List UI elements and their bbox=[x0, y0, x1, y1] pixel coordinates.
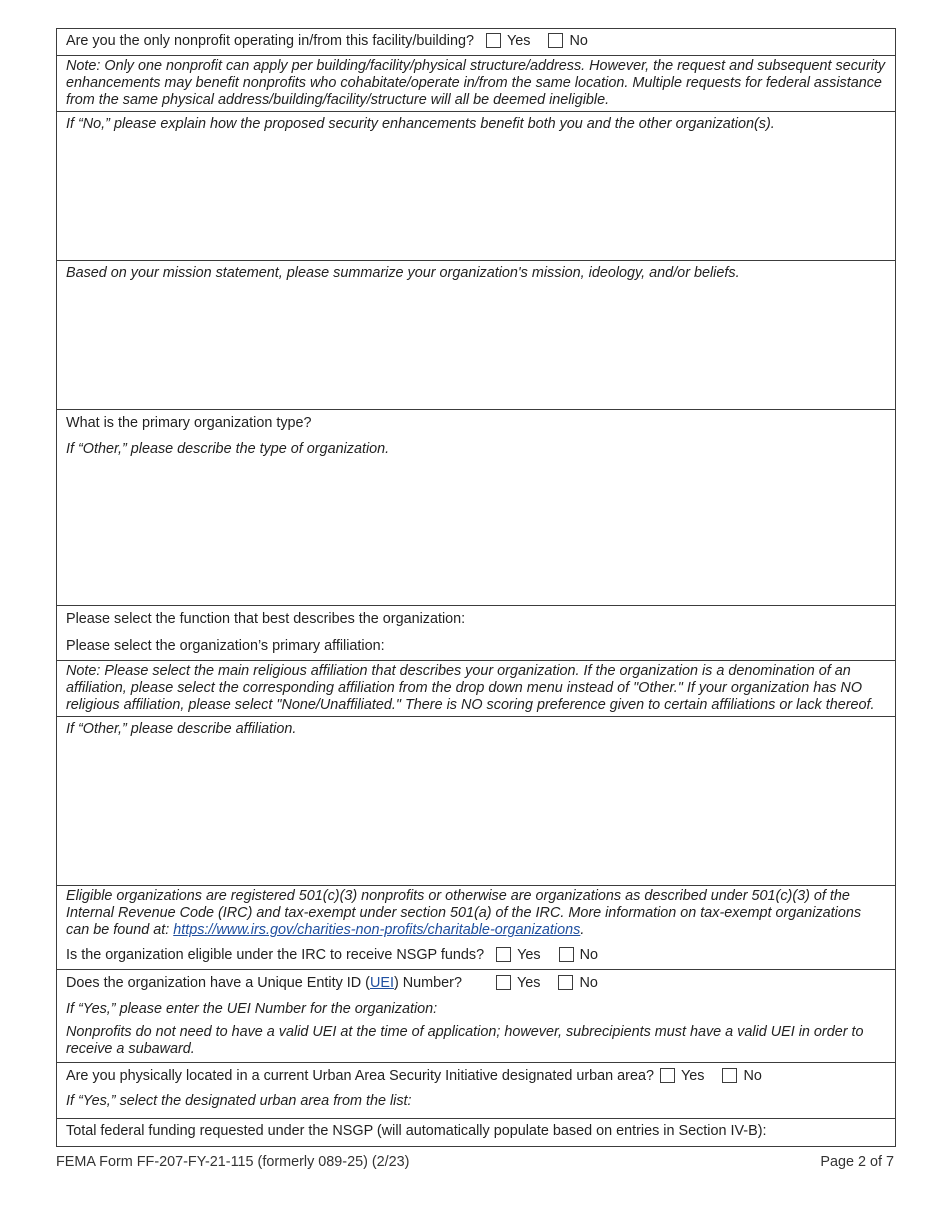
eligibility-text bbox=[66, 886, 887, 942]
uei-no-checkbox[interactable] bbox=[558, 975, 573, 990]
uasi-yes-label: Yes bbox=[680, 1068, 705, 1084]
uei-row bbox=[66, 970, 887, 998]
org-type-other-field[interactable] bbox=[66, 461, 887, 591]
irs-link[interactable]: https://www.irs.gov/charities-non-profits/charitable-organizations bbox=[173, 922, 581, 939]
affiliation-note: Note: Please select the main religious affiliation that describes your organization. If the organization is a denomination of an affiliation, please select the corresponding affiliation from the drop down menu instead of "Other." If your organization has NO religious affiliation, please select "None/Unaffiliated." There is NO scoring preference given to certain affiliations or lack thereof. bbox=[57, 661, 895, 717]
uasi-no-checkbox[interactable] bbox=[722, 1068, 737, 1083]
eligible-yes-label: Yes bbox=[517, 946, 541, 963]
only-nonprofit-yes-label: Yes bbox=[506, 33, 531, 49]
uei-yes-label: Yes bbox=[516, 975, 541, 991]
uei-question-pre: Does the organization have a Unique Entity ID ( bbox=[66, 975, 370, 991]
page-footer bbox=[56, 1154, 894, 1170]
uasi-yes-checkbox[interactable] bbox=[660, 1068, 675, 1083]
eligible-no-label: No bbox=[579, 946, 598, 963]
eligible-row bbox=[66, 942, 887, 967]
eligible-yes-checkbox[interactable] bbox=[496, 947, 511, 962]
function-question[interactable]: Please select the function that best describes the organization: bbox=[66, 611, 466, 627]
uei-note: Nonprofits do not need to have a valid UEI at the time of application; however, subrecipients must have a valid UEI in order to receive a subaward. bbox=[66, 1024, 864, 1058]
affiliation-other-label: If “Other,” please describe affiliation. bbox=[66, 721, 297, 737]
application-form bbox=[56, 28, 896, 1147]
uei-yes-checkbox[interactable] bbox=[496, 975, 511, 990]
explain-benefit-label: If “No,” please explain how the proposed security enhancements benefit both you and the other organization(s). bbox=[66, 116, 775, 132]
uei-no-label: No bbox=[579, 975, 598, 991]
affiliation-other-section bbox=[57, 717, 895, 886]
uei-enter-label[interactable]: If “Yes,” please enter the UEI Number for the organization: bbox=[66, 1001, 438, 1017]
mission-section bbox=[57, 261, 895, 410]
org-type-section bbox=[57, 410, 895, 606]
uei-section bbox=[57, 970, 895, 1063]
uei-question-post: ) Number? bbox=[393, 975, 462, 991]
uasi-no-label: No bbox=[743, 1068, 762, 1084]
only-nonprofit-question: Are you the only nonprofit operating in/from this facility/building? bbox=[66, 33, 474, 49]
uasi-select-label[interactable]: If “Yes,” select the designated urban area from the list: bbox=[66, 1093, 412, 1109]
function-affiliation-section bbox=[57, 606, 895, 661]
only-nonprofit-row bbox=[57, 29, 895, 56]
form-id: FEMA Form FF-207-FY-21-115 (formerly 089-25) (2/23) bbox=[56, 1154, 410, 1170]
only-nonprofit-no-label: No bbox=[569, 33, 588, 49]
uasi-row bbox=[66, 1063, 887, 1091]
eligibility-section bbox=[57, 886, 895, 970]
only-nonprofit-no-checkbox[interactable] bbox=[548, 33, 563, 48]
mission-label: Based on your mission statement, please summarize your organization's mission, ideology, and/or beliefs. bbox=[66, 265, 740, 281]
explain-benefit-field[interactable] bbox=[66, 136, 887, 254]
eligible-no-checkbox[interactable] bbox=[559, 947, 574, 962]
only-nonprofit-yes-checkbox[interactable] bbox=[486, 33, 501, 48]
eligibility-description: Eligible organizations are registered 501(c)(3) nonprofits or otherwise are organizations as described under 501(c)(3) of the Internal Revenue Code (IRC) and tax-exempt under section 501(a) of the IRC. More information on tax-exempt organizations can be found at: bbox=[66, 888, 862, 939]
total-funding-row[interactable]: Total federal funding requested under the NSGP (will automatically populate based on entries in Section IV-B): bbox=[57, 1119, 895, 1147]
explain-benefit-section bbox=[57, 112, 895, 261]
affiliation-other-field[interactable] bbox=[66, 741, 887, 881]
uasi-section bbox=[57, 1063, 895, 1119]
uei-link[interactable]: UEI bbox=[369, 975, 394, 991]
org-type-other-label: If “Other,” please describe the type of organization. bbox=[66, 441, 390, 457]
affiliation-question[interactable]: Please select the organization’s primary affiliation: bbox=[66, 638, 385, 654]
mission-field[interactable] bbox=[66, 285, 887, 403]
eligibility-period: . bbox=[580, 922, 585, 939]
eligible-question: Is the organization eligible under the IRC to receive NSGP funds? bbox=[66, 946, 485, 963]
uasi-question: Are you physically located in a current Urban Area Security Initiative designated urban area? bbox=[66, 1068, 654, 1084]
page-number: Page 2 of 7 bbox=[820, 1154, 894, 1170]
only-one-note: Note: Only one nonprofit can apply per building/facility/physical structure/address. However, the request and subsequent security enhancements may benefit nonprofits who cohabitate/operate in/from the same location. Multiple requests for federal assistance from the same physical address/building/facility/structure will all be deemed ineligible. bbox=[57, 56, 895, 112]
org-type-question[interactable]: What is the primary organization type? bbox=[66, 415, 312, 431]
